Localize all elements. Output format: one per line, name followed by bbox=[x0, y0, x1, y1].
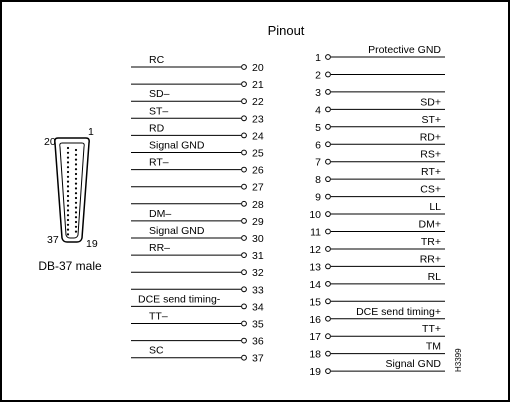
pin-number: 3 bbox=[315, 86, 321, 99]
signal-label: ST+ bbox=[421, 113, 441, 126]
pin-contact bbox=[326, 55, 331, 60]
pin-contact bbox=[326, 72, 331, 77]
pin-contact bbox=[242, 304, 247, 309]
signal-label: RT+ bbox=[421, 166, 441, 179]
signal-label: DCE send timing+ bbox=[356, 305, 441, 318]
pin-number: 20 bbox=[252, 62, 264, 74]
pin-number: 29 bbox=[252, 215, 264, 228]
pin-number: 21 bbox=[252, 79, 264, 92]
pin-contact bbox=[326, 334, 331, 339]
pin-number: 4 bbox=[315, 104, 321, 117]
pin-contact bbox=[242, 236, 247, 241]
pin-contact bbox=[326, 142, 331, 147]
connector-pin-19-label: 19 bbox=[86, 238, 98, 250]
connector-pin-37-label: 37 bbox=[47, 234, 59, 246]
pin-number: 24 bbox=[252, 130, 264, 143]
pin-contact bbox=[326, 247, 331, 252]
signal-label: TT+ bbox=[422, 323, 441, 336]
pin-contact bbox=[242, 321, 247, 326]
signal-label: RR– bbox=[149, 242, 171, 255]
signal-label: SD+ bbox=[420, 96, 441, 109]
pin-contact bbox=[242, 167, 247, 172]
pin-number: 11 bbox=[310, 226, 321, 239]
pin-number: 12 bbox=[309, 243, 321, 256]
signal-label: Signal GND bbox=[385, 358, 441, 371]
pin-number: 7 bbox=[315, 156, 321, 169]
pin-contact bbox=[326, 107, 331, 112]
diagram-title: Pinout bbox=[267, 23, 305, 38]
pin-number: 33 bbox=[252, 284, 264, 297]
signal-label: RT– bbox=[149, 156, 169, 169]
pin-contact bbox=[242, 287, 247, 292]
right-pin-1 bbox=[315, 44, 445, 64]
pin-contact bbox=[326, 281, 331, 286]
pin-contact bbox=[326, 299, 331, 304]
diagram-canvas bbox=[2, 2, 508, 400]
pin-number: 19 bbox=[309, 366, 321, 379]
pin-number: 16 bbox=[309, 313, 321, 326]
pin-number: 2 bbox=[315, 69, 321, 82]
pin-number: 13 bbox=[309, 261, 321, 274]
signal-label: TT– bbox=[149, 310, 168, 323]
pin-number: 26 bbox=[252, 164, 264, 177]
figure-id: H3399 bbox=[454, 348, 463, 372]
signal-label: DM+ bbox=[418, 218, 441, 231]
signal-label: Protective GND bbox=[368, 44, 441, 56]
pin-number: 35 bbox=[252, 318, 264, 331]
pin-contact bbox=[326, 194, 331, 199]
pin-number: 32 bbox=[252, 267, 264, 280]
pin-number: 15 bbox=[309, 296, 321, 309]
pin-contact bbox=[326, 229, 331, 234]
right-pin-19 bbox=[309, 358, 445, 378]
pin-contact bbox=[242, 338, 247, 343]
pin-contact bbox=[242, 65, 247, 70]
pin-contact bbox=[326, 212, 331, 217]
pin-number: 10 bbox=[309, 209, 321, 222]
pin-contact bbox=[242, 201, 247, 206]
right-pin-9 bbox=[315, 184, 445, 204]
connector-pin-20-label: 20 bbox=[44, 136, 56, 148]
left-pin-37 bbox=[131, 345, 264, 365]
pin-contact bbox=[326, 316, 331, 321]
pin-number: 18 bbox=[309, 348, 321, 361]
pin-contact bbox=[242, 184, 247, 189]
signal-label: TM bbox=[425, 340, 441, 353]
right-pin-17 bbox=[309, 323, 445, 343]
pin-number: 5 bbox=[315, 121, 321, 134]
left-pin-column bbox=[131, 54, 264, 365]
pin-number: 36 bbox=[252, 335, 264, 348]
pin-number: 8 bbox=[315, 174, 321, 187]
signal-label: Signal GND bbox=[149, 139, 205, 152]
pin-number: 14 bbox=[309, 278, 321, 291]
signal-label: SD– bbox=[149, 88, 170, 101]
connector-pin-1-label: 1 bbox=[88, 126, 94, 138]
right-pin-14 bbox=[309, 271, 445, 291]
connector-name: DB-37 male bbox=[38, 259, 102, 273]
pin-number: 17 bbox=[309, 331, 321, 344]
right-pin-column bbox=[309, 44, 445, 378]
pin-number: 25 bbox=[252, 147, 264, 160]
signal-label: RD bbox=[149, 122, 165, 135]
pin-contact bbox=[326, 177, 331, 182]
db37-connector bbox=[55, 138, 89, 242]
pin-contact bbox=[326, 264, 331, 269]
pin-contact bbox=[326, 159, 331, 164]
left-pin-27 bbox=[131, 182, 264, 194]
signal-label: TR+ bbox=[420, 235, 441, 248]
pin-contact bbox=[326, 351, 331, 356]
left-pin-35 bbox=[131, 311, 264, 331]
pin-number: 22 bbox=[252, 96, 264, 109]
signal-label: RD+ bbox=[419, 131, 441, 144]
signal-label: ST– bbox=[149, 105, 169, 118]
pin-contact bbox=[242, 133, 247, 138]
signal-label: DM– bbox=[149, 207, 172, 220]
left-pin-32 bbox=[131, 267, 264, 279]
signal-label: RL bbox=[427, 270, 441, 283]
left-pin-31 bbox=[131, 242, 264, 262]
pin-contact bbox=[242, 219, 247, 224]
pin-contact bbox=[326, 369, 331, 374]
pin-contact bbox=[242, 99, 247, 104]
pin-number: 27 bbox=[252, 181, 264, 194]
pin-number: 9 bbox=[315, 191, 321, 204]
pin-number: 31 bbox=[252, 250, 264, 263]
signal-label: CS+ bbox=[420, 183, 441, 196]
signal-label: SC bbox=[149, 344, 164, 357]
signal-label: Signal GND bbox=[149, 225, 205, 237]
right-pin-13 bbox=[309, 253, 445, 273]
pin-number: 34 bbox=[252, 301, 264, 314]
pin-contact bbox=[242, 355, 247, 360]
pin-number: 30 bbox=[252, 233, 264, 245]
pin-contact bbox=[242, 150, 247, 155]
signal-label: RC bbox=[149, 54, 165, 66]
pin-number: 1 bbox=[315, 52, 321, 64]
left-pin-20 bbox=[131, 54, 264, 74]
pin-contact bbox=[242, 270, 247, 275]
signal-label: RS+ bbox=[420, 148, 441, 161]
signal-label: RR+ bbox=[419, 253, 441, 266]
pin-number: 6 bbox=[315, 139, 321, 152]
pin-contact bbox=[242, 116, 247, 121]
pin-contact bbox=[326, 124, 331, 129]
pin-number: 37 bbox=[252, 352, 264, 365]
right-pin-2 bbox=[315, 69, 445, 81]
left-pin-26 bbox=[131, 157, 264, 177]
signal-label: DCE send timing- bbox=[138, 293, 221, 306]
pin-contact bbox=[242, 253, 247, 258]
pin-contact bbox=[326, 90, 331, 95]
signal-label: LL bbox=[429, 201, 441, 214]
pin-number: 23 bbox=[252, 113, 264, 126]
pin-contact bbox=[242, 82, 247, 87]
pin-number: 28 bbox=[252, 198, 264, 211]
